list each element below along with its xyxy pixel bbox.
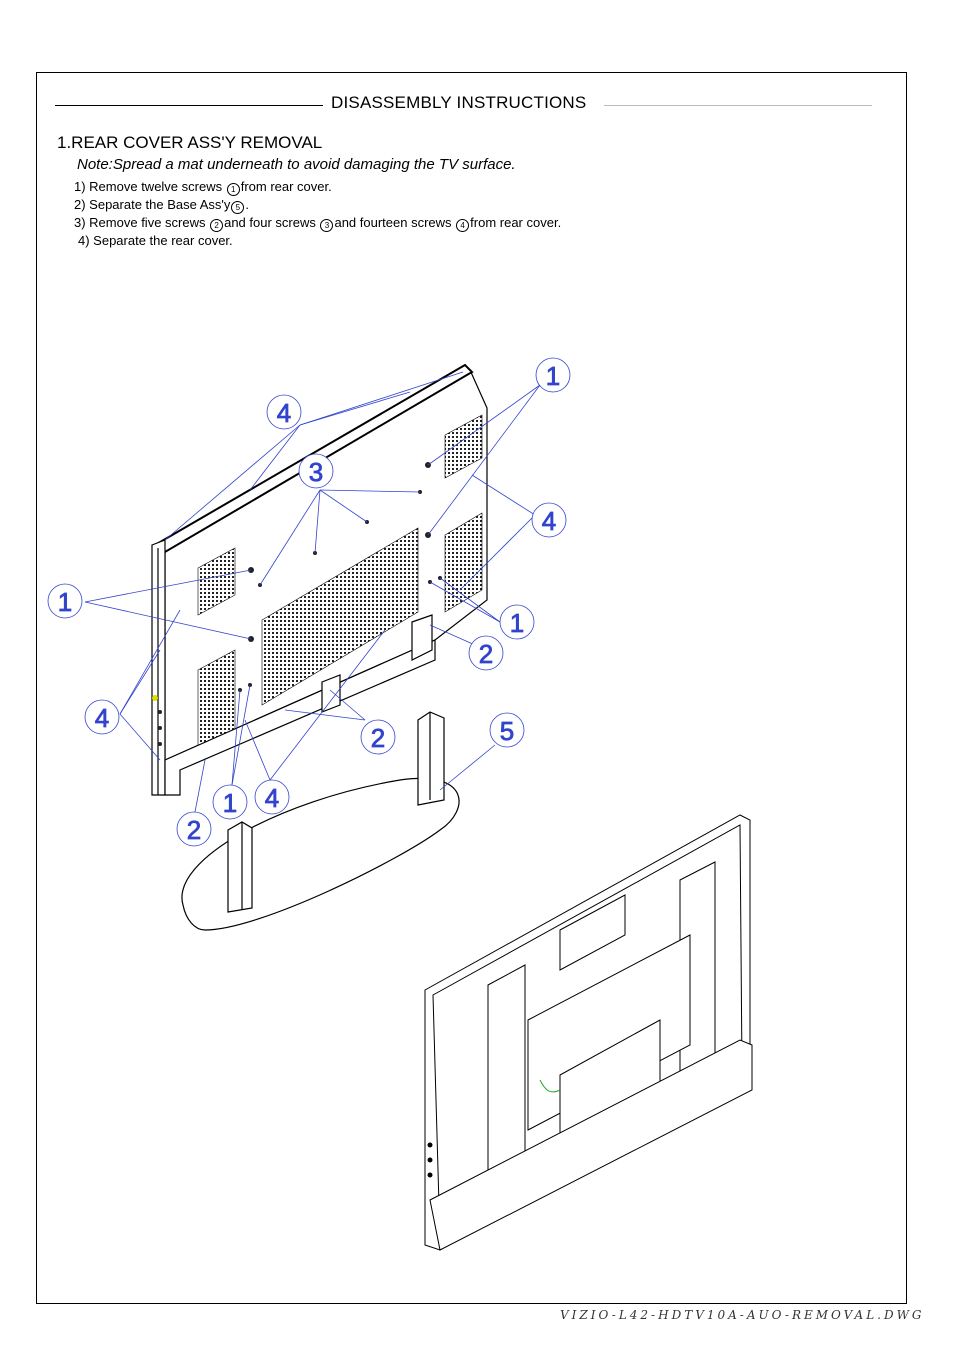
page-title: DISASSEMBLY INSTRUCTIONS bbox=[331, 93, 587, 112]
svg-text:4: 4 bbox=[94, 703, 110, 733]
svg-text:1: 1 bbox=[57, 587, 73, 617]
step-1: 1) Remove twelve screws 1 from rear cover. bbox=[74, 179, 332, 194]
callout-2-bottom bbox=[177, 812, 211, 846]
step-4: 4) Separate the rear cover. bbox=[78, 233, 233, 248]
svg-text:5: 5 bbox=[499, 716, 515, 746]
circled-number: 4 bbox=[456, 219, 469, 232]
svg-text:2: 2 bbox=[186, 815, 202, 845]
step-2: 2) Separate the Base Ass'y 5 . bbox=[74, 197, 250, 212]
svg-text:2: 2 bbox=[370, 723, 386, 753]
svg-text:2: 2 bbox=[478, 639, 494, 669]
step-3: 3) Remove five screws 2 and four screws 3 and fourteen screws 4 from rear cover. bbox=[74, 215, 562, 230]
circled-number: 2 bbox=[210, 219, 223, 232]
callout-2-right bbox=[469, 636, 503, 670]
section-note: Note:Spread a mat underneath to avoid damaging the TV surface. bbox=[77, 156, 516, 173]
callout-2-middle bbox=[361, 720, 395, 754]
svg-text:1: 1 bbox=[509, 608, 525, 638]
callout-4-top bbox=[267, 395, 301, 429]
svg-text:4: 4 bbox=[276, 398, 292, 428]
callout-4-bottom bbox=[255, 780, 289, 814]
callout-1-top bbox=[536, 358, 570, 392]
callout-1-right bbox=[500, 605, 534, 639]
circled-number: 5 bbox=[231, 201, 244, 214]
svg-text:1: 1 bbox=[545, 361, 561, 391]
callout-4-left bbox=[85, 700, 119, 734]
callout-5 bbox=[490, 713, 524, 747]
callout-4-right bbox=[532, 503, 566, 537]
svg-text:4: 4 bbox=[541, 506, 557, 536]
callout-1-left bbox=[48, 584, 82, 618]
section-title: 1.REAR COVER ASS'Y REMOVAL bbox=[57, 133, 323, 152]
circled-number: 3 bbox=[320, 219, 333, 232]
callout-3 bbox=[299, 454, 333, 488]
svg-text:3: 3 bbox=[308, 457, 324, 487]
drawing-filename: VIZIO-L42-HDTV10A-AUO-REMOVAL.DWG bbox=[560, 1308, 925, 1322]
svg-text:1: 1 bbox=[222, 788, 238, 818]
tv-chassis-view bbox=[425, 815, 752, 1250]
callout-1-bottom bbox=[213, 785, 247, 819]
svg-text:4: 4 bbox=[264, 783, 280, 813]
circled-number: 1 bbox=[227, 183, 240, 196]
